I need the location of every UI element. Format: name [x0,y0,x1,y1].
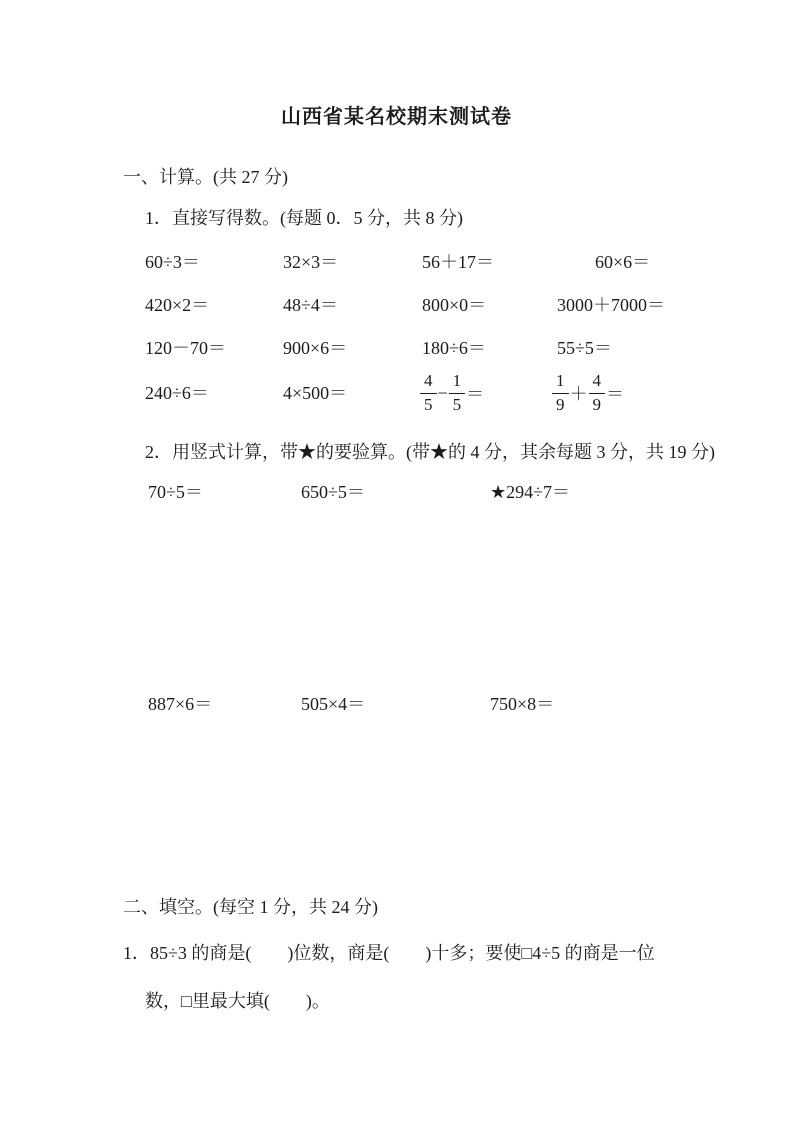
calc-problem: 32×3＝ [283,252,339,272]
fraction-expression [552,366,625,420]
calc-problem: 887×6＝ [148,694,213,714]
calc-problem: 900×6＝ [283,338,348,358]
fraction-numerator: 1 [449,371,466,393]
calc-problem: 800×0＝ [422,295,487,315]
direct-calc-row-2 [0,293,793,317]
fraction [552,371,569,415]
fraction-denominator: 5 [424,394,433,414]
operator: ＋ [569,384,588,404]
fraction-expression [420,366,485,420]
fraction [589,371,606,415]
fill-question-line-2: 数，□里最大填( )。 [145,991,330,1011]
fraction-numerator: 1 [552,371,569,393]
section-fill-heading: 二、填空。(每空 1 分，共 24 分) [123,897,378,917]
fraction-denominator: 5 [452,394,462,414]
calc-problem: 56＋17＝ [422,252,494,272]
section-calc-heading: 一、计算。(共 27 分) [123,167,288,187]
calc-problem: 240÷6＝ [145,383,209,403]
direct-calc-row-1 [0,250,793,274]
fraction-numerator: 4 [589,371,606,393]
direct-calc-label: 1．直接写得数。(每题 0．5 分，共 8 分) [145,208,463,228]
calc-problem: 505×4＝ [301,694,366,714]
fraction-numerator: 4 [420,371,437,393]
equals-sign: ＝ [606,384,624,404]
fraction [420,371,437,415]
calc-problem: 4×500＝ [283,383,348,403]
equals-sign: ＝ [466,384,485,404]
operator: − [437,382,448,403]
calc-problem: 650÷5＝ [301,482,365,502]
calc-problem: 180÷6＝ [422,338,486,358]
calc-problem: 70÷5＝ [148,482,203,502]
calc-problem-starred: ★294÷7＝ [490,482,571,502]
vertical-calc-row-1 [0,480,793,504]
fraction [449,371,466,415]
calc-problem: 3000＋7000＝ [557,295,665,315]
direct-calc-row-3 [0,336,793,360]
page-title: 山西省某名校期末测试卷 [281,106,512,128]
calc-problem: 750×8＝ [490,694,555,714]
fraction-denominator: 9 [556,394,565,414]
calc-problem: 55÷5＝ [557,338,612,358]
calc-problem: 48÷4＝ [283,295,338,315]
direct-calc-row-4 [0,366,793,420]
calc-problem: 60÷3＝ [145,252,200,272]
calc-problem: 420×2＝ [145,295,210,315]
fraction-denominator: 9 [592,394,601,414]
fill-question-line-1: 1．85÷3 的商是( )位数，商是( )十多；要使□4÷5 的商是一位 [123,943,655,963]
vertical-calc-label: 2．用竖式计算，带★的要验算。(带★的 4 分，其余每题 3 分，共 19 分) [145,442,715,462]
vertical-calc-row-2 [0,692,793,716]
calc-problem: 120－70＝ [145,338,226,358]
calc-problem: 60×6＝ [595,252,651,272]
